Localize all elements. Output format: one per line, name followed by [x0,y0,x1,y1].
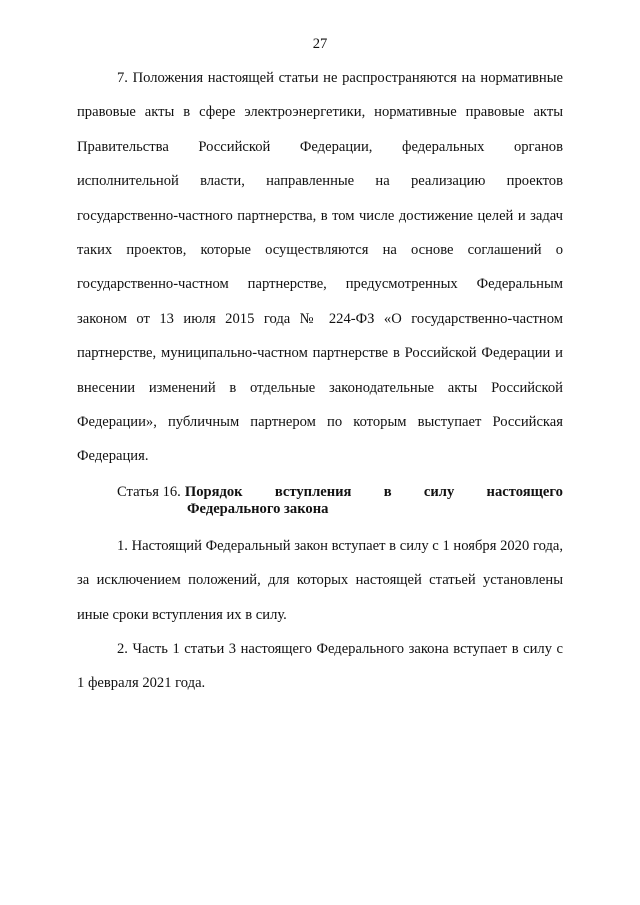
article-title-word: Порядок [184,484,243,500]
article-title-line2: Федерального закона [187,501,329,517]
article-16-heading [117,484,563,518]
paragraph-1: 1. Настоящий Федеральный закон вступает в силу с 1 ноября 2020 года, за исключением положений, для которых настоящей статьей установлены иные сроки вступления их в силу. [77,538,563,623]
article-title-word: силу [423,484,455,500]
page-number: 27 [312,36,328,52]
paragraph-7: 7. Положения настоящей статьи не распространяются на нормативные правовые акты в сфере электроэнергетики, нормативные правовые акты Правительства Российской Федерации, федеральных органов исполнительной власти, направленные на реализацию проектов государственно-частного партнерства, в том числе достижение целей и задач таких проектов, которые осуществляются на основе соглашений о государственно-частном партнерстве, предусмотренных Федеральным законом от 13 июля 2015 года № 224-ФЗ «О государственно-частном партнерстве, муниципально-частном партнерстве в Российской Федерации и внесении изменений в отдельные законодательные акты Российской Федерации», публичным партнером по которым выступает Российская Федерация. [77,70,563,465]
article-title-word: вступления [274,484,352,500]
article-title-word: в [383,484,392,500]
article-title-line1 [185,484,563,501]
article-title-word: настоящего [486,484,563,500]
article-label: Статья 16. [117,484,181,500]
paragraph-2: 2. Часть 1 статьи 3 настоящего Федерального закона вступает в силу с 1 февраля 2021 года. [77,641,563,692]
